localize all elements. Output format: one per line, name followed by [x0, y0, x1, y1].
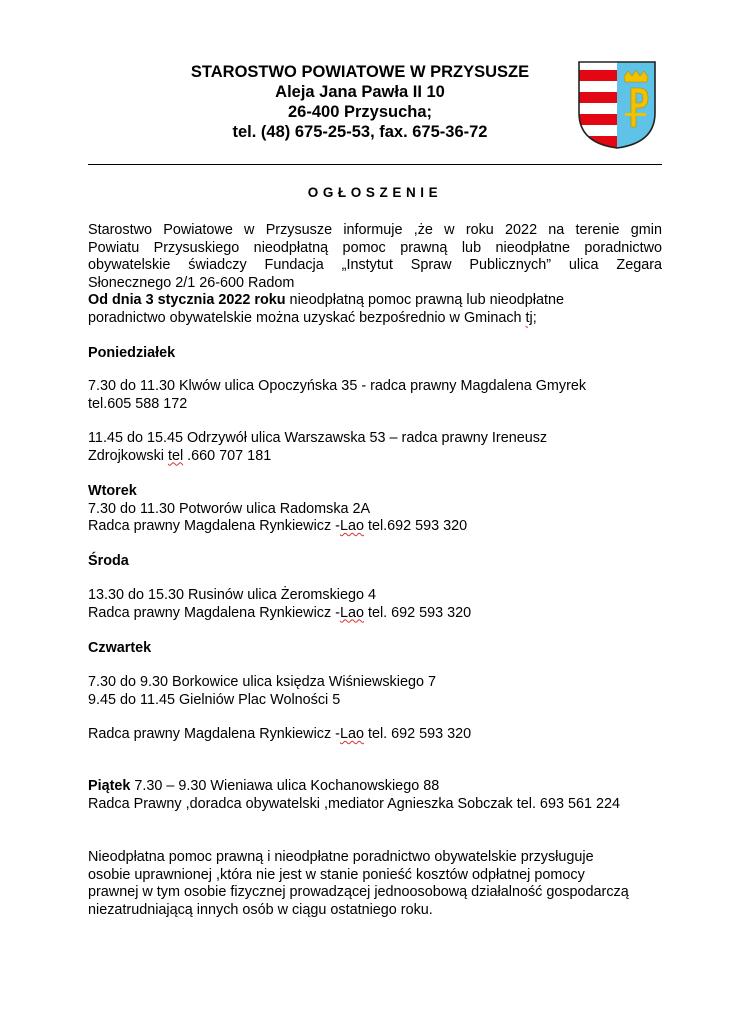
thursday-counsel-line [88, 726, 662, 744]
start-date-line2 [88, 310, 662, 328]
office-street: Aleja Jana Pawła II 10 [275, 83, 445, 101]
friday-line-1 [88, 778, 662, 796]
spellcheck-flag: Lao [339, 518, 364, 534]
day-heading-friday: Piątek [88, 778, 131, 794]
wednesday-counsel-name: Radca prawny Magdalena Rynkiewicz - [88, 604, 340, 621]
thursday-counsel-name: Radca prawny Magdalena Rynkiewicz - [88, 726, 340, 742]
monday-entry-2-phone [88, 448, 662, 466]
tuesday-counsel-name: Radca prawny Magdalena Rynkiewicz - [88, 518, 340, 534]
spellcheck-flag: Lao [339, 604, 364, 621]
tuesday-counsel-phone: tel.692 593 320 [363, 518, 468, 534]
monday-entry-1-phone: tel.605 588 172 [88, 395, 188, 412]
day-heading-tuesday: Wtorek [88, 483, 137, 499]
header-divider [88, 164, 662, 165]
eligibility-line: niezatrudniającą innych osób w ciągu ostatniego roku. [88, 901, 433, 918]
office-postal: 26-400 Przysucha; [288, 103, 432, 121]
wednesday-block [88, 587, 662, 622]
wednesday-counsel-phone: tel. 692 593 320 [363, 604, 472, 621]
start-date-line2-text: poradnictwo obywatelskie można uzyskać bezpośrednio w Gminach [88, 309, 526, 326]
spellcheck-flag: Lao [339, 726, 364, 742]
monday-entry-2-line: 11.45 do 15.45 Odrzywół ulica Warszawska 53 – radca prawny Ireneusz [88, 430, 548, 446]
wednesday-counsel [88, 605, 662, 623]
tuesday-block [88, 483, 662, 536]
thursday-location-1: 7.30 do 9.30 Borkowice ulica księdza Wiśniewskiego 7 [88, 674, 436, 690]
office-contact: tel. (48) 675-25-53, fax. 675-36-72 [232, 123, 488, 141]
day-heading-wednesday: Środa [88, 553, 129, 569]
start-date-rest: nieodpłatną pomoc prawną lub nieodpłatne [285, 292, 564, 308]
friday-counsel: Radca Prawny ,doradca obywatelski ,mediator Agnieszka Sobczak tel. 693 561 224 [88, 795, 620, 812]
announcement-title: OGŁOSZENIE [307, 185, 443, 200]
intro-line: obywatelskie świadczy Fundacja „Instytut Spraw Publicznych” ulica Zegara [88, 257, 662, 273]
thursday-location-2: 9.45 do 11.45 Gielniów Plac Wolności 5 [88, 691, 341, 708]
tuesday-location: 7.30 do 11.30 Potworów ulica Radomska 2A [88, 500, 371, 517]
office-header [100, 62, 620, 142]
start-date-line2-end: ; [532, 309, 537, 326]
day-heading-thursday: Czwartek [88, 640, 152, 656]
start-date: Od dnia 3 stycznia 2022 roku [88, 292, 286, 308]
monday-entry-2 [88, 430, 662, 465]
coat-of-arms-icon [578, 61, 656, 149]
tuesday-counsel [88, 518, 662, 536]
intro-line: Słonecznego 2/1 26-600 Radom [88, 274, 295, 291]
friday-location: 7.30 – 9.30 Wieniawa ulica Kochanowskiego 88 [130, 778, 440, 794]
intro-paragraph [88, 222, 662, 327]
monday-entry-1 [88, 378, 662, 413]
spellcheck-flag: tj [525, 309, 533, 326]
start-date-line [88, 292, 662, 310]
monday-entry-1-line: 7.30 do 11.30 Klwów ulica Opoczyńska 35 - radca prawny Magdalena Gmyrek [88, 378, 587, 394]
thursday-block [88, 674, 662, 709]
eligibility-note [88, 849, 662, 919]
intro-line: Powiatu Przysuskiego nieodpłatną pomoc prawną lub nieodpłatne poradnictwo [88, 239, 662, 256]
eligibility-line: osobie uprawnionej ,która nie jest w stanie ponieść kosztów odpłatnej pomocy [88, 866, 585, 883]
friday-block [88, 778, 662, 813]
office-name: STAROSTWO POWIATOWE W PRZYSUSZE [190, 63, 530, 81]
monday-entry-2-name: Zdrojkowski [88, 447, 168, 464]
thursday-counsel-phone: tel. 692 593 320 [363, 726, 472, 742]
wednesday-location: 13.30 do 15.30 Rusinów ulica Żeromskiego 4 [88, 587, 376, 603]
monday-entry-2-number: .660 707 181 [183, 447, 272, 464]
intro-line: Starostwo Powiatowe w Przysusze informuje ,że w roku 2022 na terenie gmin [88, 222, 662, 238]
eligibility-line: prawnej w tym osobie fizycznej prowadzącej jednoosobową działalność gospodarczą [88, 884, 629, 900]
eligibility-line: Nieodpłatna pomoc prawną i nieodpłatne poradnictwo obywatelskie przysługuje [88, 849, 594, 865]
day-heading-monday: Poniedziałek [88, 345, 176, 361]
spellcheck-flag: tel [167, 447, 184, 464]
thursday-counsel [88, 726, 662, 744]
